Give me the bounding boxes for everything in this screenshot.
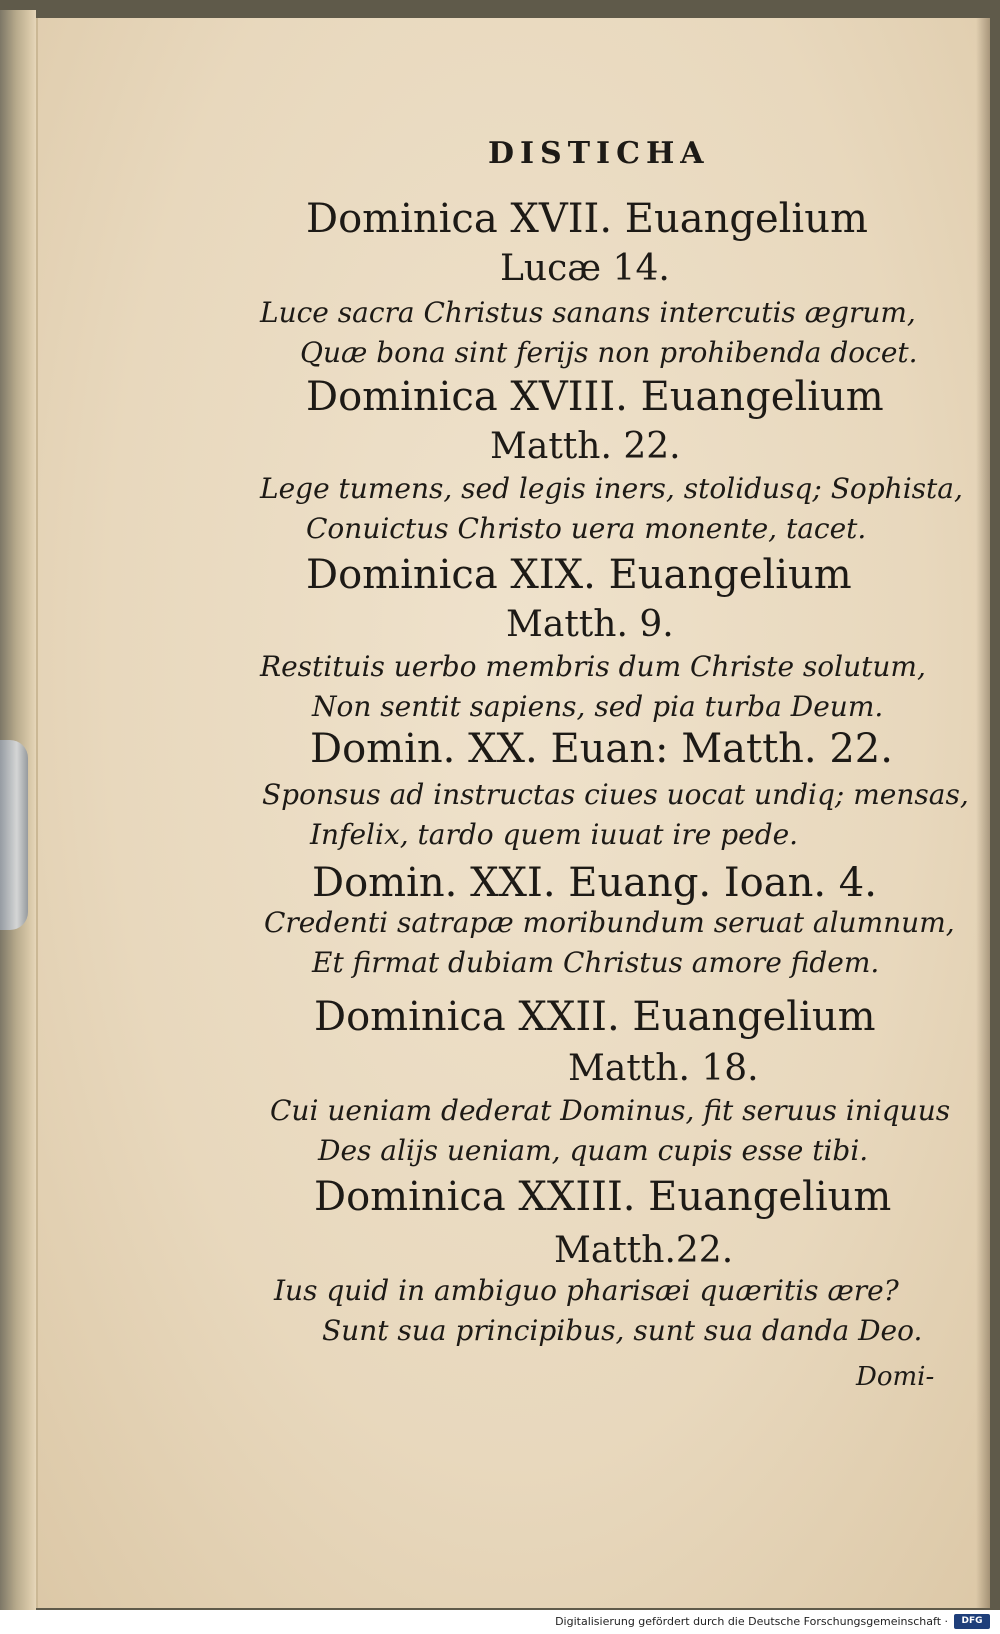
- verse-line: Credenti satrapæ moribundum seruat alumnum,: [264, 906, 955, 939]
- book-page: [36, 18, 990, 1608]
- verse-line: Restituis uerbo membris dum Christe solutum,: [260, 650, 926, 683]
- verse-line: Cui ueniam dederat Dominus, fit seruus iniquus: [270, 1094, 951, 1127]
- verse-line: Non sentit sapiens, sed pia turba Deum.: [312, 690, 884, 723]
- verse-line: Luce sacra Christus sanans intercutis ægrum,: [260, 296, 916, 329]
- dfg-logo: DFG: [954, 1614, 990, 1629]
- verse-line: Sponsus ad instructas ciues uocat undiq; mensas,: [262, 778, 969, 811]
- section-heading: Domin. XXI. Euang. Ioan. 4.: [312, 860, 877, 906]
- section-reference: Lucæ 14.: [500, 248, 670, 289]
- section-heading: Dominica XXII. Euangelium: [314, 994, 876, 1040]
- verse-line: Sunt sua principibus, sunt sua danda Deo.: [322, 1314, 923, 1347]
- section-reference: Matth. 9.: [506, 604, 674, 645]
- verse-line: Ius quid in ambiguo pharisæi quæritis ære?: [274, 1274, 899, 1307]
- section-reference: Matth.22.: [554, 1230, 734, 1271]
- verse-line: Conuictus Christo uera monente, tacet.: [306, 512, 867, 545]
- verse-line: Infelix, tardo quem iuuat ire pede.: [310, 818, 799, 851]
- verse-line: Et firmat dubiam Christus amore fidem.: [312, 946, 880, 979]
- section-reference: Matth. 18.: [568, 1048, 759, 1089]
- section-heading: Dominica XIX. Euangelium: [306, 552, 852, 598]
- section-heading: Dominica XVIII. Euangelium: [306, 374, 884, 420]
- running-head: DISTICHA: [488, 136, 710, 171]
- catchword: Domi-: [856, 1362, 935, 1392]
- page-content: [38, 18, 990, 1608]
- section-heading: Dominica XVII. Euangelium: [306, 196, 868, 242]
- verse-line: Des alijs ueniam, quam cupis esse tibi.: [318, 1134, 869, 1167]
- footer-credit: Digitalisierung gefördert durch die Deutsche Forschungsgemeinschaft ·: [555, 1615, 948, 1628]
- verse-line: Quæ bona sint ferijs non prohibenda docet.: [300, 336, 918, 369]
- section-heading: Domin. XX. Euan: Matth. 22.: [310, 726, 893, 772]
- section-reference: Matth. 22.: [490, 426, 681, 467]
- footer-bar: [0, 1610, 1000, 1634]
- binding-clip: [0, 740, 28, 930]
- verse-line: Lege tumens, sed legis iners, stolidusq; Sophista,: [260, 472, 963, 505]
- section-heading: Dominica XXIII. Euangelium: [314, 1174, 892, 1220]
